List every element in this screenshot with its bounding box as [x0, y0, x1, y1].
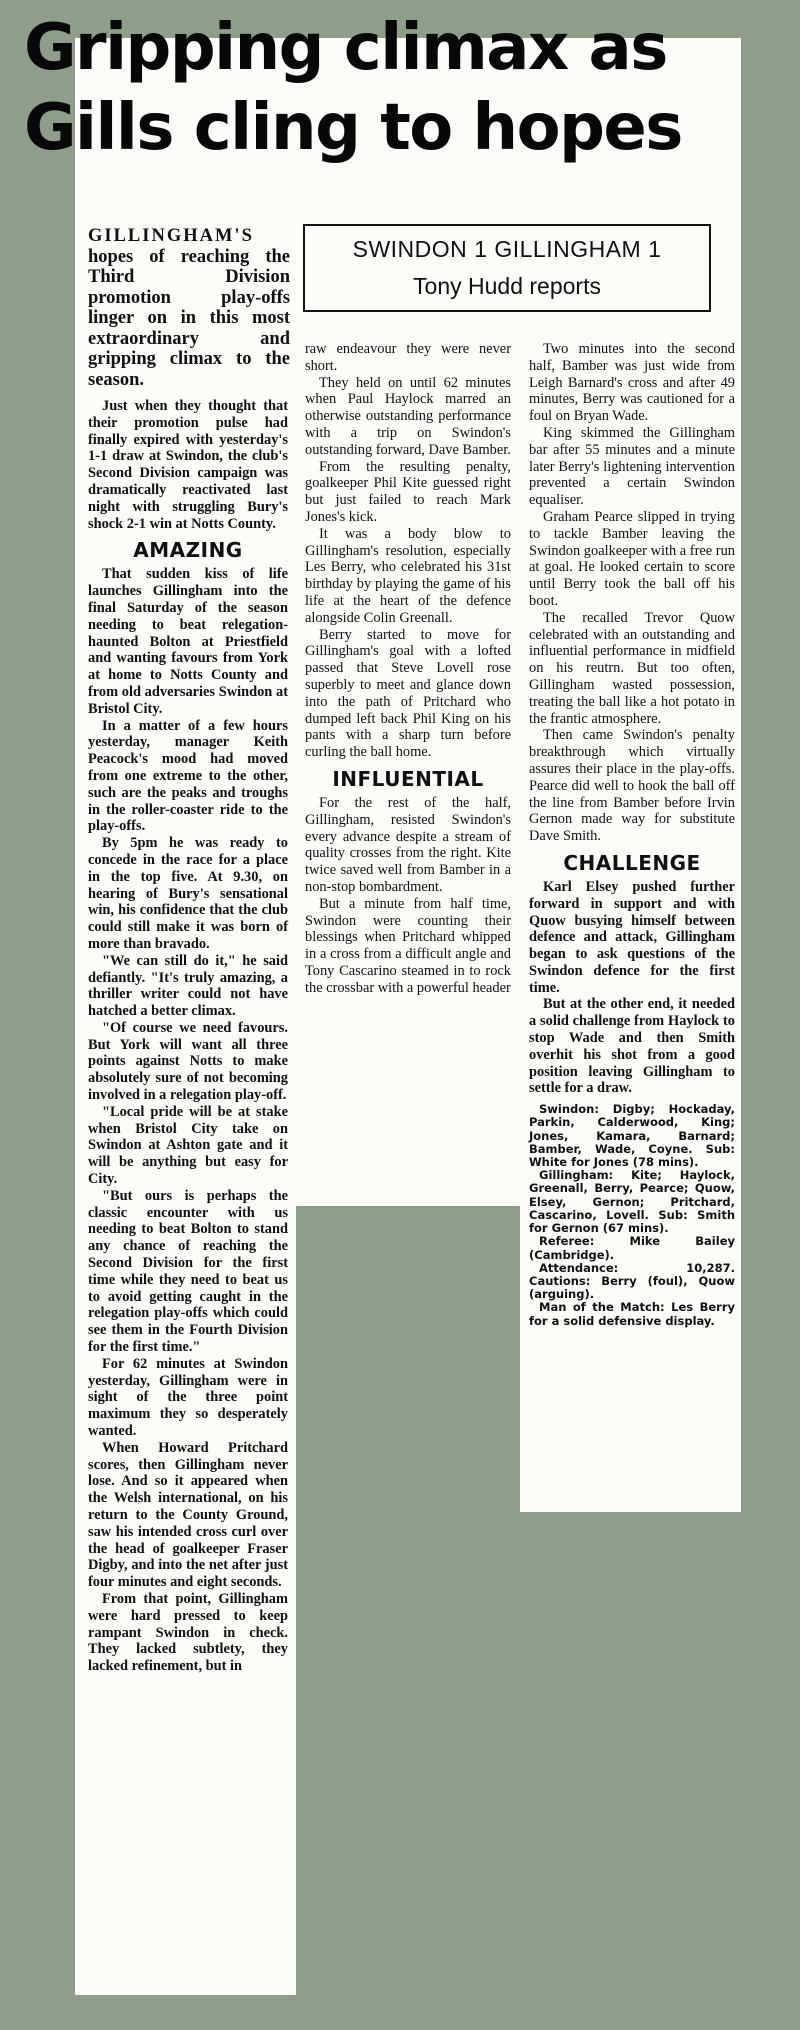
intro-lead-word: GILLINGHAM'S [88, 226, 254, 246]
paragraph: When Howard Pritchard scores, then Gillingham never lose. And so it appeared when the Welsh international, on his return to the County Ground, saw his intended cross curl over the head of goalkeeper Fraser Digby, and into the net after just four minutes and eight seconds. [88, 1439, 288, 1591]
paragraph: Two minutes into the second half, Bamber was just wide from Leigh Barnard's cross and after 49 minutes, Berry was cautioned for a foul on Bryan Wade. [529, 341, 735, 425]
paragraph: In a matter of a few hours yesterday, manager Keith Peacock's mood had moved from one extreme to the other, such are the peaks and troughs in the roller-coaster ride to the play-offs. [88, 717, 288, 835]
paragraph: Graham Pearce slipped in trying to tackle Bamber leaving the Swindon goalkeeper with a free run at goal. He looked certain to score until Berry took the ball off his boot. [529, 508, 735, 609]
team-lineups [529, 1103, 735, 1327]
paragraph: From the resulting penalty, goalkeeper Phil Kite guessed right but just failed to reach Mark Jones's kick. [305, 458, 511, 525]
paragraph: Then came Swindon's penalty breakthrough which virtually assures their place in the play-offs. Pearce did well to hook the ball off the line from Bamber before Irvin Gernon made way for substitute Dave Smith. [529, 727, 735, 845]
column-2 [305, 341, 511, 996]
report-box [303, 224, 711, 312]
man-of-the-match: Man of the Match: Les Berry for a solid defensive display. [529, 1300, 735, 1328]
paragraph: That sudden kiss of life launches Gillingham into the final Saturday of the season needing to beat relegation-haunted Bolton at Priestfield and wanting favours from York at home to Notts County and from old adversaries Swindon at Bristol City. [88, 566, 288, 717]
match-score: SWINDON 1 GILLINGHAM 1 [352, 236, 662, 262]
referee: Referee: Mike Bailey (Cambridge). [529, 1234, 735, 1262]
intro-text: hopes of reaching the Third Division promotion play-offs linger on in this most extraordinary and gripping climax to the season. [88, 246, 290, 390]
headline-line-2: Gills cling to hopes [24, 91, 682, 165]
subhead-challenge: CHALLENGE [563, 850, 701, 875]
subhead-influential: INFLUENTIAL [332, 766, 484, 791]
paragraph: Just when they thought that their promotion pulse had finally expired with yesterday's 1-1 draw at Swindon, the club's Second Division campaign was dramatically reactivated last night with struggling Bury's shock 2-1 win at Notts County. [88, 398, 288, 532]
intro-paragraph [88, 226, 290, 390]
paragraph: "We can still do it," he said defiantly. "It's truly amazing, a thriller writer could not have hatched a better climax. [88, 952, 288, 1020]
paragraph: Karl Elsey pushed further forward in support and with Quow busying himself between defence and attack, Gillingham began to ask questions of the Swindon defence for the first time. [529, 878, 735, 996]
attendance: Attendance: 10,287. Cautions: Berry (foul), Quow (arguing). [529, 1260, 735, 1302]
byline: Tony Hudd reports [413, 273, 601, 299]
paragraph: But at the other end, it needed a solid challenge from Haylock to stop Wade and then Smith overhit his shot from a good position leaving Gillingham to settle for a draw. [529, 996, 735, 1097]
paragraph: "Local pride will be at stake when Bristol City take on Swindon at Ashton gate and it will be anything but easy for City. [88, 1103, 288, 1188]
headline-line-1: Gripping climax as [24, 11, 667, 85]
paragraph: The recalled Trevor Quow celebrated with an outstanding and influential performance in midfield on his reutrn. But too often, Gillingham wasted possession, treating the ball like a hot potato in the frantic atmosphere. [529, 609, 735, 727]
paragraph: From that point, Gillingham were hard pressed to keep rampant Swindon in check. They lacked subtlety, they lacked refinement, but in [88, 1590, 288, 1675]
paragraph: For the rest of the half, Gillingham, resisted Swindon's every advance despite a stream of quality crosses from the right. Kite twice saved well from Bamber in a non-stop bombardment. [305, 794, 511, 895]
paragraph: It was a body blow to Gillingham's resolution, especially Les Berry, who celebrated his 31st birthday by playing the game of his life at the heart of the defence alongside Colin Greenall. [305, 525, 511, 626]
headline [24, 8, 682, 168]
paragraph: raw endeavour they were never short. [305, 341, 511, 374]
subhead-amazing: AMAZING [133, 538, 243, 563]
lineup-gillingham: Gillingham: Kite; Haylock, Greenall, Berry, Pearce; Quow, Elsey, Gernon; Pritchard, Cascarino, Lovell. Sub: Smith for Gernon (67 mins). [529, 1168, 735, 1236]
paragraph: They held on until 62 minutes when Paul Haylock marred an otherwise outstanding performance with a trip on Swindon's outstanding forward, Dave Bamber. [305, 374, 511, 458]
lineup-swindon: Swindon: Digby; Hockaday, Parkin, Calderwood, King; Jones, Kamara, Barnard; Bamber, Wade, Coyne. Sub: White for Jones (78 mins). [529, 1102, 735, 1170]
paragraph: King skimmed the Gillingham bar after 55 minutes and a minute later Berry's lightening intervention prevented a certain Swindon equaliser. [529, 424, 735, 509]
column-3 [529, 341, 735, 1328]
paragraph: Berry started to move for Gillingham's goal with a lofted passed that Steve Lovell rose superbly to meet and glance down into the path of Pritchard who dumped left back Phil King on his pants with a sharp turn before curling the ball home. [305, 626, 511, 761]
paragraph: By 5pm he was ready to concede in the race for a place in the top five. At 9.30, on hearing of Bury's sensational win, his confidence that the club could still make it was born of more than bravado. [88, 835, 288, 952]
column-1 [88, 398, 288, 1675]
paragraph: For 62 minutes at Swindon yesterday, Gillingham were in sight of the three point maximum they so desperately wanted. [88, 1355, 288, 1440]
paragraph: "But ours is perhaps the classic encounter with us needing to beat Bolton to stand any chance of reaching the Second Division for the first time while they need to beat us to avoid getting caught in the relegation play-offs which could see them in the Fourth Division for the first time." [88, 1187, 288, 1356]
paragraph: But a minute from half time, Swindon were counting their blessings when Pritchard whipped in a cross from a difficult angle and Tony Cascarino steamed in to rock the crossbar with a powerful header [305, 895, 511, 996]
paragraph: "Of course we need favours. But York will want all three points against Notts to make absolutely sure of not becoming involved in a relegation play-off. [88, 1019, 288, 1104]
